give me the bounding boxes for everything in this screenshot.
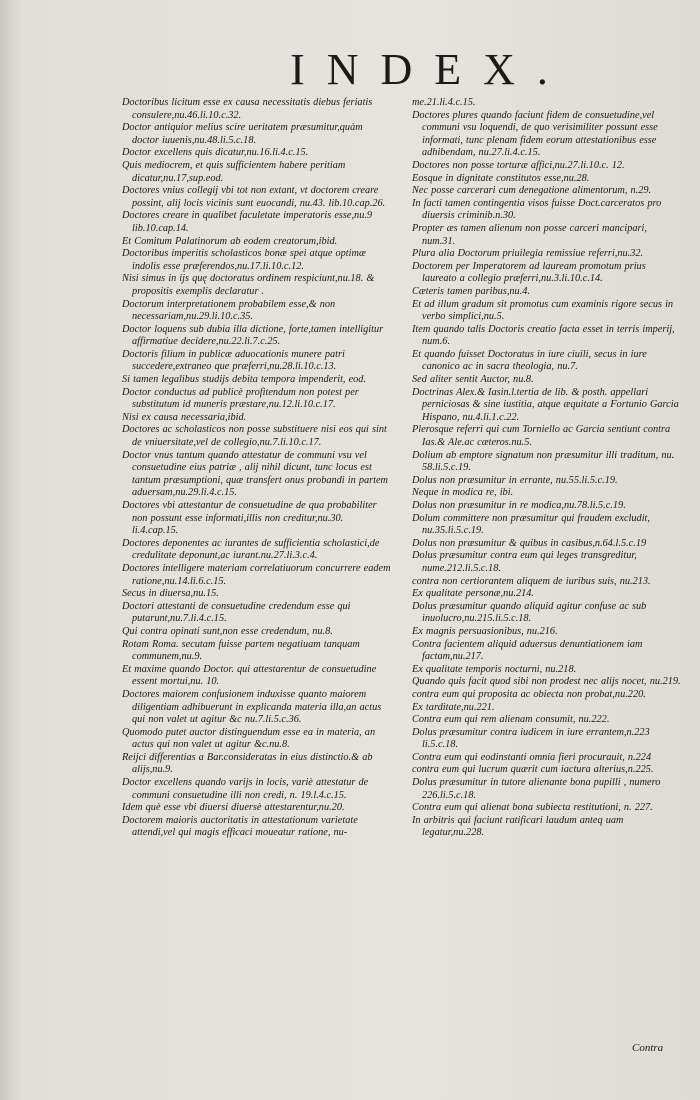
index-entry: contra eum qui proposita ac obiecta non probat,nu.220.: [412, 688, 646, 700]
index-entry: Doctores maiorem confusionem induxisse quanto maiorem diligentiam adhibuerunt in explicanda materia illa,an actus qui non valet ut agitur &c nu.7.li.5.c.36.: [122, 688, 382, 726]
index-entry: Dolus non præsumitur in re modica,nu.78.li.5.c.19.: [412, 500, 626, 511]
index-entry: Et quando fuisset Doctoratus in iure ciuili, secus in iure canonico ac in sacra theologia, nu.7.: [412, 348, 647, 373]
index-entry: Idem què esse vbi diuersi diuersè attestarentur,nu.20.: [122, 802, 345, 814]
index-entry: Doctores intelligere materiam correlatiuorum concurrere eadem ratione,nu.14.li.6.c.15.: [122, 562, 391, 587]
index-entry: Doctores deponentes ac iurantes de sufficientia scholastici,de credulitate deponunt,ac iurant.nu.27.li.3.c.4.: [122, 537, 380, 562]
index-entry: Ex qualitate personæ,nu.214.: [412, 588, 534, 600]
index-entry: Rotam Roma. secutam fuisse partem negatiuam tanquam communem,nu.9.: [122, 638, 360, 663]
index-entry: Doctoribus imperitis scholasticos bonæ spei atque optimæ indolis esse præferendos,nu.17.li.10.c.12.: [122, 248, 366, 272]
index-entry: Doctores creare in qualibet faculetate imperatoris esse,nu.9 lib.10.cap.14.: [122, 210, 373, 234]
index-entry: Dolium ab emptore signatum non præsumitur illi traditum, nu. 58.li.5.c.19.: [412, 449, 675, 474]
index-entry: me.21.li.4.c.15.: [412, 97, 476, 108]
index-entry: Dolus non præsumitur in errante, nu.55.li.5.c.19.: [412, 474, 618, 486]
index-entry: Contra facientem aliquid aduersus denuntiationem iam factam,nu.217.: [412, 638, 643, 663]
index-entry: Doctores vbi attestantur de consuetudine de qua probabiliter non possunt esse informati,illis non creditur,nu.30. li.4.cap.15.: [122, 500, 377, 537]
index-entry: Doctores ac scholasticos non posse substituere nisi eos qui sint de vniuersitate,vel de collegio,nu.7.li.10.c.17.: [122, 424, 387, 449]
index-entry: Doctor excellens quis dicatur,nu.16.li.4.c.15.: [122, 147, 309, 159]
index-entry: Quando quis facit quod sibi non prodest nec alijs nocet, nu.219.: [412, 676, 681, 688]
index-entry: Nec posse carcerari cum denegatione alimentorum, n.29.: [412, 185, 652, 197]
index-entry: Contra eum qui rem alienam consumit, nu.222.: [412, 714, 610, 726]
index-entry: Dolus præsumitur contra iudicem in iure errantem,n.223 li.5.c.18.: [412, 726, 650, 751]
index-entry: Doctorum interpretationem probabilem esse,& non necessariam,nu.29.li.10.c.35.: [122, 298, 336, 323]
index-entry: Dolus præsumitur contra eum qui leges transgreditur, nume.212.li.5.c.18.: [412, 550, 637, 574]
index-entry: Dolus præsumitur in tutore alienante bona pupilli , numero 226.li.5.c.18.: [412, 777, 661, 801]
index-entry: Doctor conductus ad publicè profitendum non potest per substitutum id muneris præstare,nu.12.li.10.c.17.: [122, 386, 359, 411]
index-entry: Item quando talis Doctoris creatio facta esset in terris imperij, num.6.: [412, 323, 675, 348]
index-entry: In facti tamen contingentia visos fuisse Doct.carceratos pro diuersis criminib.n.30.: [412, 197, 662, 222]
index-entry: Doctoribus licitum esse ex causa necessitatis diebus feriatis consulere,nu.46.li.10.c.32.: [122, 97, 373, 121]
index-column-left: [122, 97, 392, 840]
index-entry: Et Comitum Palatinorum ab eodem creatorum,ibid.: [122, 235, 338, 247]
index-entry: contra non certiorantem aliquem de iuribus suis, nu.213.: [412, 575, 651, 587]
index-entry: Dolum committere non præsumitur qui fraudem excludit, nu.35.li.5.c.19.: [412, 512, 650, 537]
index-entry: Plura alia Doctorum priuilegia remissiue referri,nu.32.: [412, 248, 644, 260]
index-entry: Nisi ex causa necessaria,ibid.: [122, 411, 247, 423]
catchword: Contra: [632, 1042, 664, 1054]
index-entry: Quomodo putet auctor distinguendum esse ea in materia, an actus qui non valet ut agitur &c.nu.8.: [122, 726, 376, 751]
index-entry: Plerosque referri qui cum Torniello ac Garcia sentiunt contra Ias.& Ale.ac cæteros.nu.5.: [412, 424, 671, 449]
index-entry: Doctor antiquior melius scire ueritatem præsumitur,quàm doctor iuuenis,nu.48.li.5.c.18.: [122, 122, 363, 146]
index-entry: Eosque in dignitate constitutos esse,nu.28.: [412, 172, 590, 184]
index-entry: Contra eum qui eodinstanti omnia fieri procurauit, n.224: [412, 751, 652, 763]
index-entry: Cæteris tamen paribus,nu.4.: [412, 285, 530, 297]
index-entry: Doctores plures quando faciunt fidem de consuetudine,vel communi vsu loquendi, de quo verisimiliter possunt esse informati, tunc plenam fidem eorum attestationibus esse adhibendam, nu.27.li.4.c.15.: [412, 109, 658, 159]
index-entry: Doctoris filium in publicæ aduocationis munere patri succedere,extraneo que præferri,nu.28.li.10.c.13.: [122, 348, 345, 373]
index-entry: Ex magnis persuasionibus, nu.216.: [412, 625, 558, 637]
index-entry: Dolus præsumitur quando aliquid agitur confuse ac sub inuolucro,nu.215.li.5.c.18.: [412, 600, 647, 625]
index-entry: Nisi simus in ijs quę doctoratus ordinem respiciunt,nu.18. & propositis exemplis declaratur .: [122, 273, 375, 297]
index-entry: Neque in modica re, ibi.: [412, 487, 514, 499]
index-entry: Doctorem maioris auctoritatis in attestationum varietate attendi,vel qui magis efficaci moueatur ratione, nu-: [122, 814, 358, 839]
index-entry: Dolus non præsumitur & quibus in casibus,n.64.l.5.c.19: [412, 537, 647, 549]
index-column-right: [412, 97, 682, 840]
index-entry: Ex tarditate,nu.221.: [412, 701, 495, 713]
index-entry: Propter æs tamen alienum non posse carceri mancipari, num.31.: [412, 222, 647, 247]
index-entry: Doctores non posse torturæ affici,nu.27.li.10.c. 12.: [412, 159, 625, 171]
index-entry: Si tamen legalibus studijs debita tempora impenderit, eod.: [122, 374, 367, 386]
index-entry: contra eum qui lucrum quærit cum iactura alterius,n.225.: [412, 764, 654, 776]
index-entry: Doctorem per Imperatorem ad lauream promotum prius laureato a collegio præferri,nu.3.li.10.c.14.: [412, 260, 646, 285]
index-entry: Doctores vnius collegij vbi tot non extant, vt doctorem creare possint, alij locis vicinis sunt euocandi, nu.43. lib.10.cap.26.: [122, 185, 386, 209]
index-entry: Sed aliter sentit Auctor, nu.8.: [412, 374, 534, 386]
index-entry: Ex qualitate temporis nocturni, nu.218.: [412, 663, 577, 675]
index-entry: Qui contra opinati sunt,non esse credendum, nu.8.: [122, 625, 333, 637]
index-entry: Et maxime quando Doctor. qui attestarentur de consuetudine essent mortui,nu. 10.: [122, 663, 377, 688]
index-entry: Reijci differentias a Bar.consideratas in eius distinctio.& ab alijs,nu.9.: [122, 751, 373, 776]
index-entry: Doctori attestanti de consuetudine credendum esse qui putarunt,nu.7.li.4.c.15.: [122, 600, 351, 625]
page-title: INDEX.: [290, 45, 570, 94]
index-entry: Doctor excellens quando varijs in locis, variè attestatur de communi consuetudine illi non credi, n. 19.l.4.c.15.: [122, 777, 369, 801]
index-entry: Doctor vnus tantum quando attestatur de communi vsu vel consuetudine eius patriæ , alij nihil dicunt, tunc locus est tantum præsumptioni, quæ transfert onus probandi in partem aduersam,nu.29.li.4.c.15.: [122, 449, 388, 499]
index-entry: Contra eum qui alienat bona subiecta restitutioni, n. 227.: [412, 802, 653, 814]
index-entry: Et ad illum gradum sit promotus cum examinis rigore secus in verbo simplici,nu.5.: [412, 298, 674, 323]
index-entry: Secus in diuersa,nu.15.: [122, 588, 219, 600]
index-entry: Doctrinas Alex.& Iasin.l.tertia de lib. & posth. appellari perniciosas & sine iustitia, atque æquitate a Fortunio Garcia Hispano, nu.4.li.1.c.22.: [412, 386, 679, 423]
index-entry: Doctor loquens sub dubia illa dictione, forte,tamen intelligitur affirmatiue decidere,nu.22.li.7.c.25.: [122, 323, 384, 348]
index-entry: Quis mediocrem, et quis sufficientem habere peritiam dicatur,nu.17,sup.eod.: [122, 159, 346, 184]
index-entry: In arbitris qui faciunt ratificari laudum anteq uam legatur,nu.228.: [412, 814, 624, 839]
